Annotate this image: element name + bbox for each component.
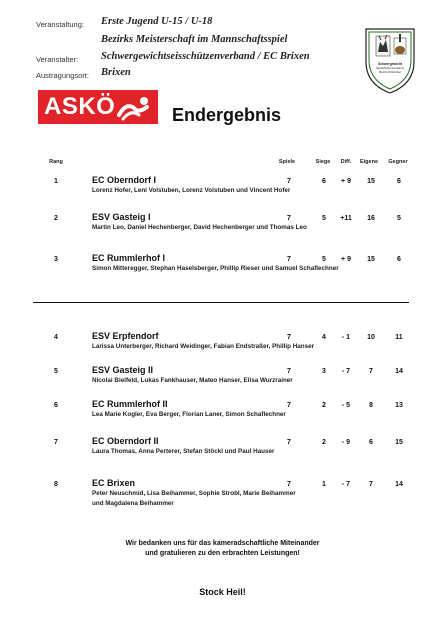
spiele-value: 7 <box>287 368 291 375</box>
team-name: EC Rummlerhof I <box>92 253 166 263</box>
diff-value: +11 <box>340 215 352 222</box>
gegner-value: 15 <box>395 439 403 446</box>
team-name: ESV Gasteig I <box>92 212 151 222</box>
venue-value: Brixen <box>101 67 131 78</box>
header-siege: Siege <box>315 159 331 165</box>
team-players: Larissa Unterberger, Richard Weidinger, Fabian Endstraßer, Phillip Hanser <box>92 343 315 350</box>
team-players: Laura Thomas, Anna Perterer, Stefan Stöckl und Paul Hauser <box>92 448 275 455</box>
spiele-value: 7 <box>287 402 291 409</box>
team-name: EC Rummlerhof II <box>92 399 168 409</box>
eigene-value: 6 <box>369 439 373 446</box>
siege-value: 6 <box>322 178 326 185</box>
rank-6: 6 <box>54 402 58 409</box>
siege-value: 3 <box>322 368 326 375</box>
gegner-value: 14 <box>395 481 403 488</box>
spiele-value: 7 <box>287 481 291 488</box>
diff-value: + 9 <box>341 178 351 185</box>
spiele-value: 7 <box>287 215 291 222</box>
diff-value: - 1 <box>341 334 351 341</box>
gegner-value: 11 <box>395 334 403 341</box>
eigene-value: 7 <box>369 481 373 488</box>
gegner-value: 5 <box>397 215 401 222</box>
eigene-value: 8 <box>369 402 373 409</box>
diff-value: - 9 <box>341 439 351 446</box>
spiele-value: 7 <box>287 256 291 263</box>
eigene-value: 7 <box>369 368 373 375</box>
team-players-continued: und Magdalena Beihammer <box>92 500 174 507</box>
siege-value: 2 <box>322 439 326 446</box>
siege-value: 1 <box>322 481 326 488</box>
rank-4: 4 <box>54 334 58 341</box>
rank-2: 2 <box>54 215 58 222</box>
siege-value: 5 <box>322 256 326 263</box>
team-name: ESV Gasteig II <box>92 365 154 375</box>
eigene-value: 15 <box>367 256 375 263</box>
venue-label: Austragungsort: <box>36 71 89 80</box>
organizer-label: Veranstalter: <box>36 55 79 64</box>
gegner-value: 6 <box>397 256 401 263</box>
diff-value: - 7 <box>341 368 351 375</box>
siege-value: 2 <box>322 402 326 409</box>
closing-greeting: Stock Heil! <box>199 587 246 597</box>
crest-text-1: Schwergewicht <box>377 62 403 66</box>
event-label: Veranstaltung: <box>36 20 84 29</box>
asko-emblem-icon <box>117 95 153 126</box>
gegner-value: 14 <box>395 368 403 375</box>
team-players: Peter Neuschmid, Lisa Beihammer, Sophie Strobl, Marie Beihammer <box>92 490 296 497</box>
diff-value: + 9 <box>341 256 351 263</box>
header-eigene: Eigene <box>359 159 379 165</box>
header-rank: Rang <box>49 159 63 165</box>
eigene-value: 15 <box>367 178 375 185</box>
crest-text-3: Bezirk Kitzbühel <box>379 70 401 74</box>
team-players: Simon Mitteregger, Stephan Haselsberger, Phillip Rieser und Samuel Schaflechner <box>92 265 339 272</box>
organizer-value: Schwergewichtseisschützenverband / EC Brixen <box>101 51 310 62</box>
rank-1: 1 <box>54 178 58 185</box>
divider-line <box>33 302 409 303</box>
spiele-value: 7 <box>287 439 291 446</box>
eigene-value: 16 <box>367 215 375 222</box>
rank-7: 7 <box>54 439 58 446</box>
event-line-2: Bezirks Meisterschaft im Mannschaftsspiel <box>101 34 288 45</box>
event-line-1: Erste Jugend U-15 / U-18 <box>101 16 213 27</box>
page-title: Endergebnis <box>172 105 282 125</box>
header-gegner: Gegner <box>388 159 408 165</box>
spiele-value: 7 <box>287 178 291 185</box>
diff-value: - 5 <box>341 402 351 409</box>
siege-value: 4 <box>322 334 326 341</box>
siege-value: 5 <box>322 215 326 222</box>
header-spiele: Spiele <box>278 159 296 165</box>
team-name: EC Oberndorf II <box>92 436 159 446</box>
rank-3: 3 <box>54 256 58 263</box>
footer-line-2: und gratulieren zu den erbrachten Leistungen! <box>145 550 300 557</box>
gegner-value: 13 <box>395 402 403 409</box>
diff-value: - 7 <box>341 481 351 488</box>
rank-8: 8 <box>54 481 58 488</box>
header-diff: Diff. <box>340 159 352 165</box>
team-players: Martin Leo, Daniel Hechenberger, David Hechenberger und Thomas Leo <box>92 224 307 231</box>
rank-5: 5 <box>54 368 58 375</box>
team-name: ESV Erpfendorf <box>92 331 159 341</box>
eigene-value: 10 <box>367 334 375 341</box>
asko-logo-text: ASKÖ <box>44 93 116 120</box>
crest-text-2: Eisschützenverband <box>376 66 404 70</box>
club-crest-icon <box>362 26 418 96</box>
team-players: Lea Marie Kogler, Eva Berger, Florian Laner, Simon Schaflechner <box>92 411 286 418</box>
spiele-value: 7 <box>287 334 291 341</box>
team-name: EC Oberndorf I <box>92 175 157 185</box>
footer-line-1: Wir bedanken uns für das kameradschaftliche Miteinander <box>125 540 320 547</box>
team-name: EC Brixen <box>92 478 136 488</box>
gegner-value: 6 <box>397 178 401 185</box>
team-players: Nicolai Bielfeld, Lukas Fankhauser, Mateo Hanser, Elisa Wurzrainer <box>92 377 293 384</box>
team-players: Lorenz Hofer, Leni Volstuben, Lorenz Volstuben und Vincent Hofer <box>92 187 291 194</box>
